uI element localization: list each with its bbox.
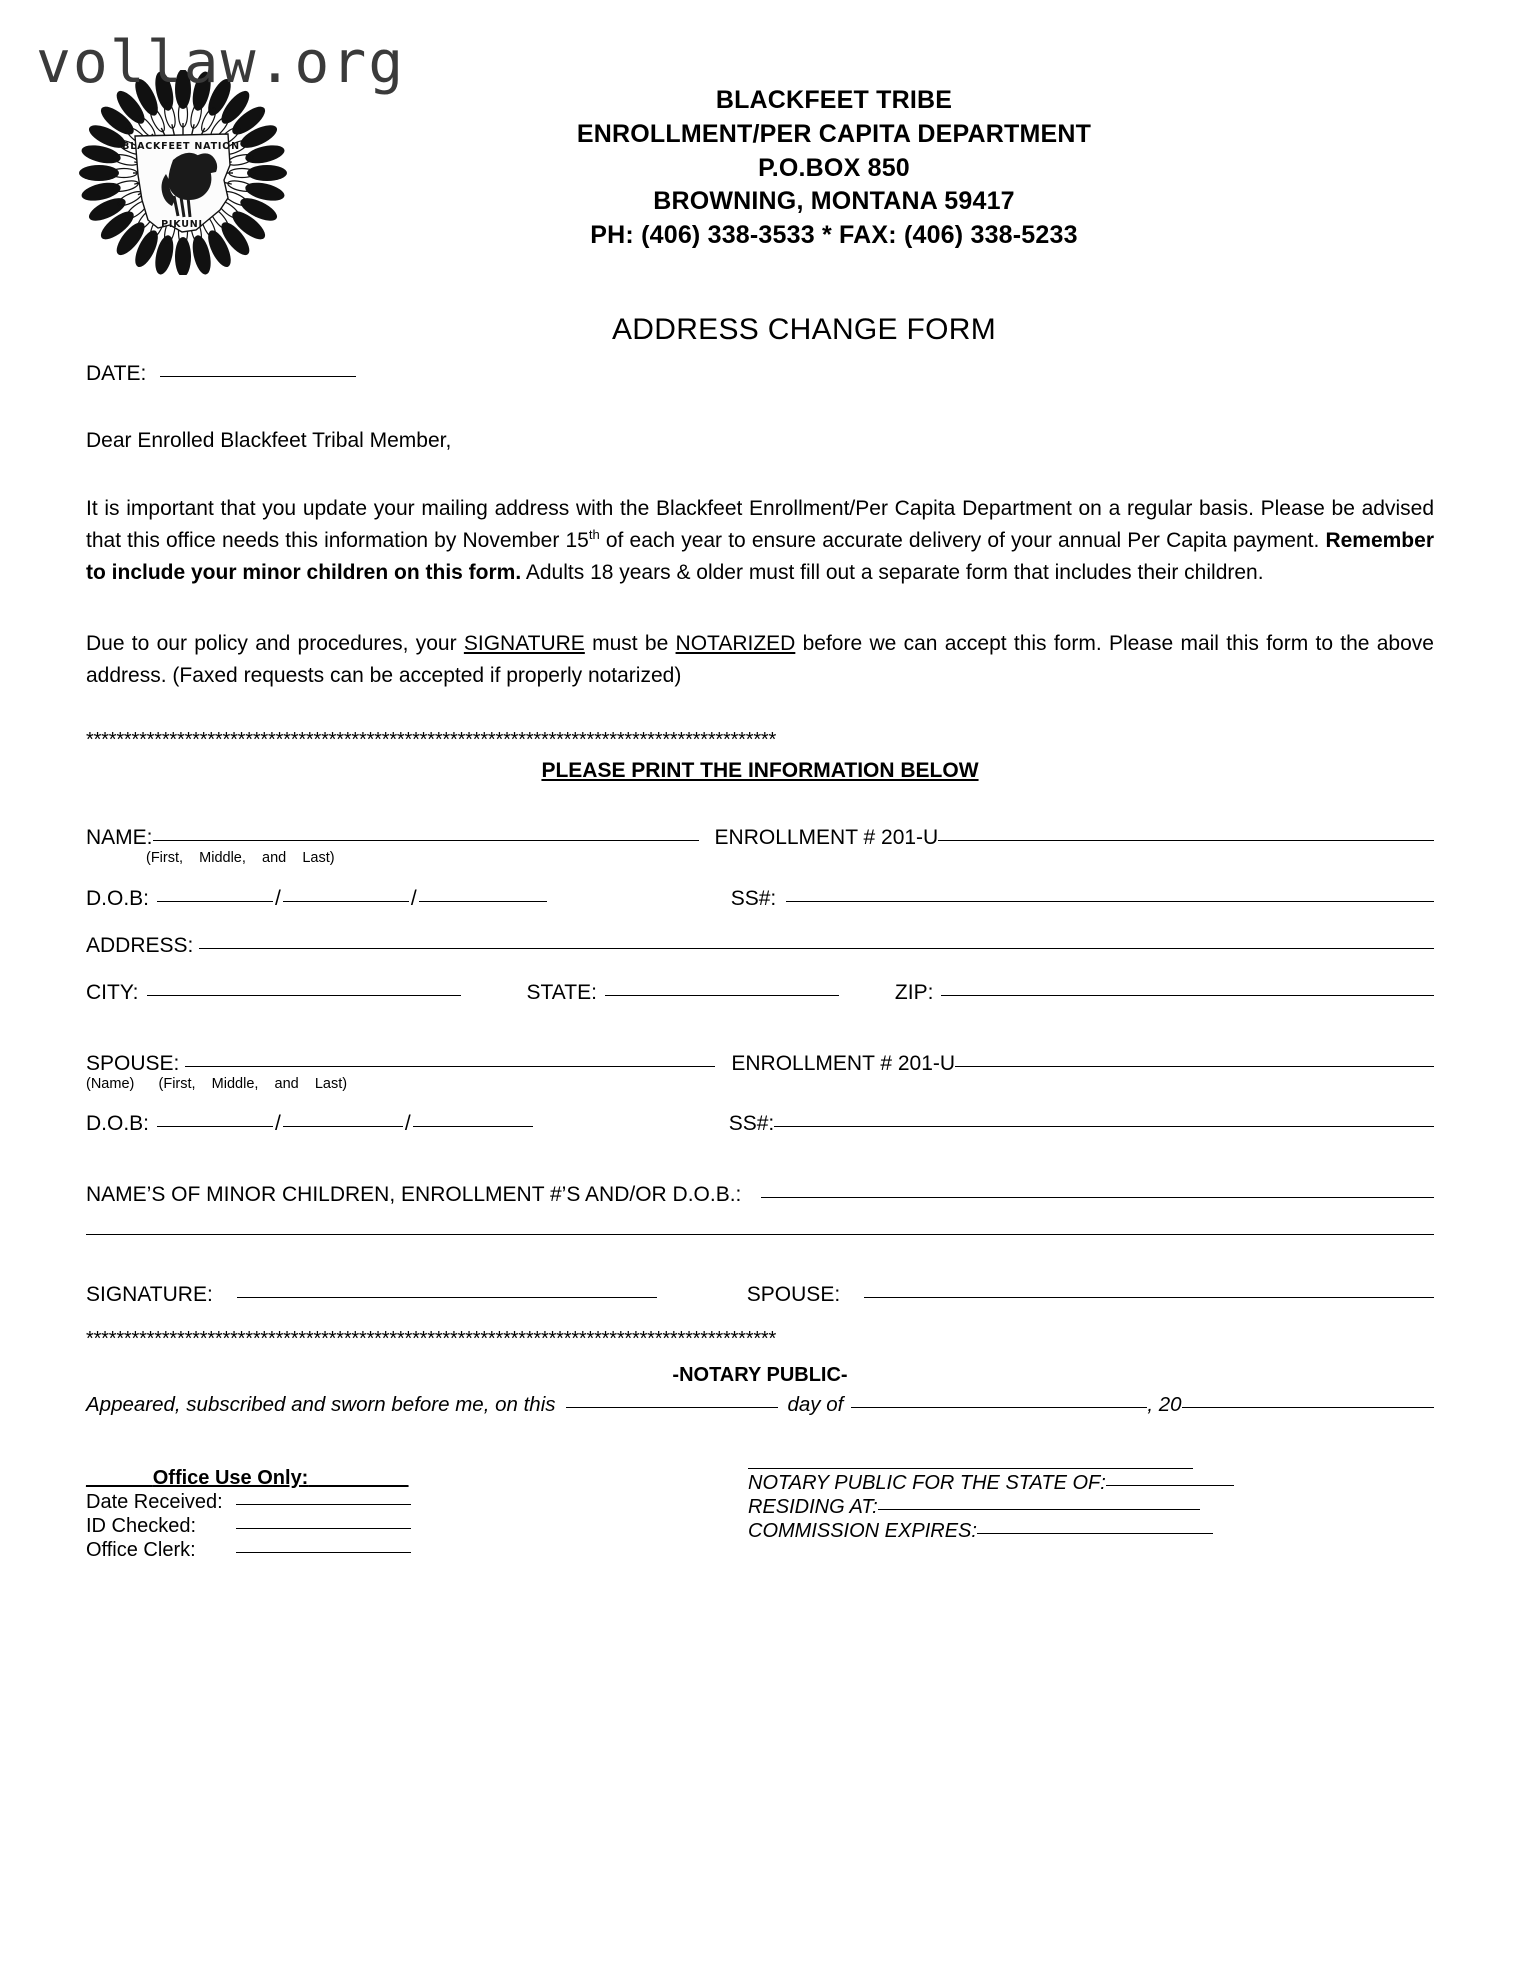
notary-signature-block (726, 1468, 1434, 1560)
office-use-heading-prefix: ______ (86, 1466, 153, 1489)
zip-label: ZIP: (894, 980, 934, 1004)
para1-bold-remember: Remember to include your minor children on this form. (86, 528, 1434, 584)
enrollment-label: ENROLLMENT # 201-U (714, 826, 939, 850)
ss-label: SS#: (730, 886, 777, 910)
page-title: ADDRESS CHANGE FORM (611, 312, 997, 346)
dob-label: D.O.B: (86, 886, 150, 910)
city-state-zip-row (86, 982, 1434, 1003)
notary-sworn-text-2: day of (787, 1393, 844, 1417)
para2-part1: Due to our policy and procedures, your (86, 632, 464, 656)
date-field-row (86, 363, 1434, 384)
office-use-heading (86, 1468, 726, 1488)
dob-slash-1: / (275, 886, 281, 910)
spouse-row (86, 1053, 1434, 1074)
dob-month-rule[interactable] (157, 901, 273, 902)
notary-commission-rule[interactable] (977, 1533, 1213, 1534)
signature-spouse-label: SPOUSE: (746, 1283, 841, 1307)
city-label: CITY: (86, 980, 139, 1004)
spouse-dob-day-rule[interactable] (283, 1126, 403, 1127)
spouse-dob-year-rule[interactable] (413, 1126, 533, 1127)
id-checked-rule[interactable] (236, 1528, 411, 1529)
notary-day-rule[interactable] (566, 1407, 778, 1408)
spouse-label: SPOUSE: (86, 1051, 180, 1075)
office-row-id-checked (86, 1516, 726, 1536)
para1-superscript: th (588, 526, 600, 542)
paragraph-update-address (86, 493, 1434, 589)
date-received-rule[interactable] (236, 1504, 411, 1505)
dob-day-rule[interactable] (283, 901, 409, 902)
id-checked-label: ID Checked: (86, 1514, 197, 1537)
minor-children-row (86, 1184, 1434, 1205)
date-received-label: Date Received: (86, 1490, 223, 1513)
office-row-date-received (86, 1492, 726, 1512)
para2-part3: before we can accept this form. Please mail this form to the above address. (Faxed requests can be accepted if properly notarized) (86, 632, 1434, 688)
spouse-hint-parts: (First, Middle, and Last) (158, 1075, 348, 1092)
dob-row (86, 888, 1434, 909)
minor-children-row-2 (86, 1237, 1434, 1238)
name-input-rule[interactable] (153, 840, 699, 841)
city-input-rule[interactable] (147, 995, 461, 996)
notary-sworn-row (86, 1395, 1434, 1416)
office-clerk-label: Office Clerk: (86, 1538, 196, 1561)
notary-year-rule[interactable] (1182, 1407, 1434, 1408)
state-label: STATE: (526, 980, 597, 1004)
date-label: DATE: (86, 361, 147, 385)
asterisk-divider-top: ******************************************************************************************* (86, 730, 777, 752)
notary-state-rule[interactable] (1106, 1485, 1234, 1486)
notary-public-heading: -NOTARY PUBLIC- (672, 1364, 848, 1387)
spouse-dob-month-rule[interactable] (157, 1126, 273, 1127)
notary-state-label: NOTARY PUBLIC FOR THE STATE OF: (748, 1471, 1106, 1494)
paragraph-notarize (86, 628, 1434, 692)
document-body (0, 363, 1518, 1560)
spouse-dob-slash-2: / (404, 1112, 411, 1136)
address-input-rule[interactable] (199, 948, 1434, 949)
notary-residing-label: RESIDING AT: (748, 1495, 878, 1518)
watermark-vollaw: vollaw.org (36, 28, 406, 96)
address-label: ADDRESS: (86, 933, 194, 957)
office-use-heading-text: Office Use Only: (152, 1466, 309, 1489)
spouse-dob-row (86, 1113, 1434, 1134)
notary-signature-rule[interactable] (748, 1468, 1193, 1469)
notary-commission-row (748, 1521, 1434, 1541)
signature-spouse-input-rule[interactable] (864, 1297, 1434, 1298)
seal-outer-label: BLACKFEET NATION (122, 141, 240, 152)
spouse-dob-label: D.O.B: (86, 1112, 150, 1136)
date-input-rule[interactable] (160, 376, 356, 377)
minor-children-label: NAME’S OF MINOR CHILDREN, ENROLLMENT #’S AND/OR D.O.B.: (86, 1183, 742, 1207)
office-use-heading-suffix: _________ (308, 1466, 409, 1489)
spouse-enrollment-label: ENROLLMENT # 201-U (731, 1051, 956, 1075)
notary-month-rule[interactable] (851, 1407, 1147, 1408)
name-hint: (First, Middle, and Last) (146, 850, 335, 867)
spouse-input-rule[interactable] (185, 1066, 715, 1067)
dob-slash-2: / (410, 886, 417, 910)
address-row (86, 935, 1434, 956)
zip-input-rule[interactable] (941, 995, 1434, 996)
notary-sworn-text-3: , 20 (1147, 1393, 1182, 1417)
name-label: NAME: (86, 826, 153, 850)
signature-input-rule[interactable] (237, 1297, 657, 1298)
spouse-ss-label: SS#: (728, 1112, 775, 1136)
notary-state-row (748, 1473, 1434, 1493)
spouse-hint (86, 1077, 1434, 1092)
salutation: Dear Enrolled Blackfeet Tribal Member, (86, 428, 452, 452)
para1-part3: Adults 18 years & older must fill out a separate form that includes their children. (521, 560, 1264, 584)
org-line-department: ENROLLMENT/PER CAPITA DEPARTMENT (576, 119, 1092, 148)
para2-underline-notarized: NOTARIZED (675, 632, 796, 656)
ss-input-rule[interactable] (786, 901, 1434, 902)
office-row-office-clerk (86, 1540, 726, 1560)
please-print-heading: PLEASE PRINT THE INFORMATION BELOW (541, 759, 979, 783)
para1-part1: It is important that you update your mailing address with the Blackfeet Enrollment/Per Capita Department on a regular basis. Please be advised that this office needs this information by November 15 (86, 496, 1434, 552)
notary-residing-row (748, 1497, 1434, 1517)
notary-sworn-text-1: Appeared, subscribed and sworn before me, on this (86, 1393, 556, 1417)
footer-section (86, 1468, 1434, 1560)
org-line-pobox: P.O.BOX 850 (758, 153, 910, 182)
org-line-tribe: BLACKFEET TRIBE (715, 86, 953, 114)
spouse-enrollment-input-rule[interactable] (955, 1066, 1434, 1067)
minor-children-input-rule-1[interactable] (761, 1197, 1434, 1198)
enrollment-input-rule[interactable] (938, 840, 1434, 841)
notary-residing-rule[interactable] (878, 1509, 1200, 1510)
asterisk-divider-bottom: ******************************************************************************************* (86, 1329, 777, 1351)
spouse-dob-slash-1: / (275, 1112, 281, 1136)
para2-underline-signature: SIGNATURE (463, 632, 585, 656)
org-line-phone-fax: PH: (406) 338-3533 * FAX: (406) 338-5233 (590, 221, 1078, 249)
org-line-city-state: BROWNING, MONTANA 59417 (653, 187, 1015, 216)
state-input-rule[interactable] (605, 995, 839, 996)
notary-commission-label: COMMISSION EXPIRES: (748, 1519, 977, 1542)
seal-inner-label: PIKUNI (161, 219, 203, 230)
name-row (86, 827, 1434, 848)
signature-row (86, 1284, 1434, 1305)
blackfeet-nation-seal-icon (78, 70, 288, 275)
dob-year-rule[interactable] (419, 901, 547, 902)
office-clerk-rule[interactable] (236, 1552, 411, 1553)
para1-part2: of each year to ensure accurate delivery of your annual Per Capita payment. (599, 528, 1326, 552)
office-use-block (86, 1468, 726, 1560)
spouse-ss-input-rule[interactable] (774, 1126, 1434, 1127)
signature-label: SIGNATURE: (86, 1283, 213, 1307)
spouse-hint-name: (Name) (86, 1075, 135, 1092)
minor-children-input-rule-2[interactable] (86, 1234, 1434, 1235)
para2-part2: must be (584, 632, 676, 656)
